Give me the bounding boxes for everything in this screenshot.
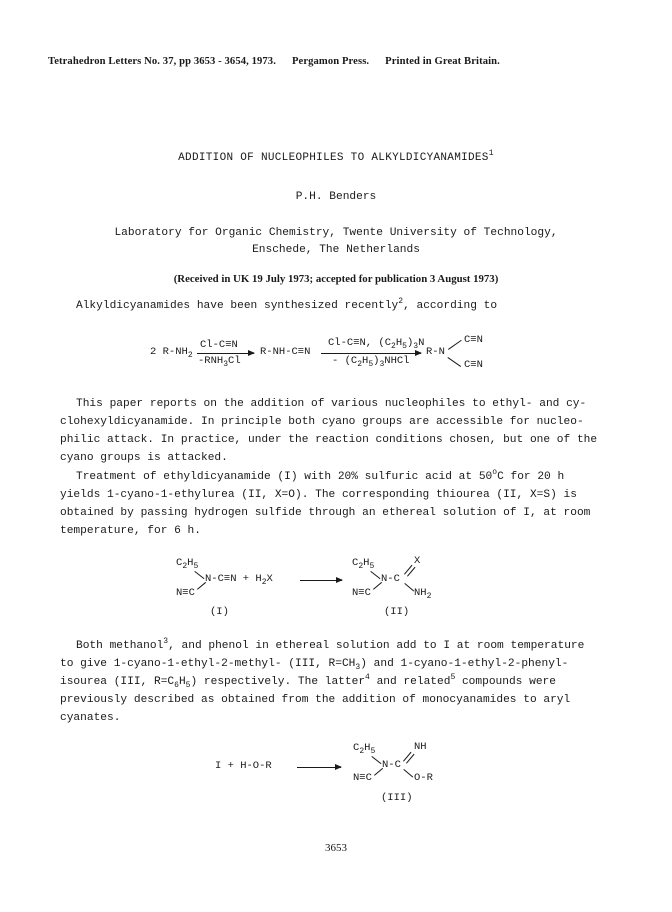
- para1-line: cyano groups is attacked.: [60, 452, 228, 464]
- scheme1-arrow2-bottom: - $(C_2H_5)_3NHCl$: [332, 355, 410, 369]
- intro-ref: 2: [398, 297, 404, 306]
- scheme1-arrow2-top: Cl-C≡N, $(C_2H_5)_3N$: [328, 337, 425, 351]
- intro-text: Alkyldicyanamides have been synthesized recently: [76, 300, 399, 312]
- scheme2-arrow: [300, 580, 342, 581]
- para3-line-2: to give 1-cyano-1-ethyl-2-methyl- (III, $R=CH_3$) and 1-cyano-1-ethyl-2-phenyl-: [60, 658, 569, 672]
- title-footnote-ref: 1: [488, 149, 494, 158]
- paragraph-3: [60, 637, 620, 727]
- paragraph-1: [60, 395, 620, 467]
- scheme1-product-core: R-N: [426, 346, 445, 358]
- scheme1-reactant: 2 $R-NH_2$: [150, 346, 193, 360]
- scheme2-right-bond-nh: [404, 583, 414, 591]
- scheme2-right-bond-down: [373, 582, 382, 590]
- intro-sentence: [76, 297, 498, 312]
- printed-note: Printed in Great Britain.: [385, 56, 500, 67]
- page-number: 3653: [325, 842, 347, 854]
- scheme2-right-bond-up: [370, 571, 380, 579]
- scheme2-right-x: X: [414, 555, 421, 567]
- scheme3-bond-down: [374, 768, 383, 776]
- para2-line-3: obtained by passing hydrogen sulfide through an ethereal solution of I, at room: [60, 507, 591, 519]
- scheme2-right-core: N-C: [381, 573, 400, 585]
- scheme1-arrow1-top: Cl-C≡N: [200, 339, 238, 351]
- para3-line-1: Both methanol$^3$, and phenol in ethereal solution add to I at room temperature: [76, 637, 585, 652]
- scheme3-reactants: I + H-O-R: [215, 760, 272, 772]
- intro-tail: , according to: [403, 300, 498, 312]
- para3-line-3: isourea (III, $R=C_6H_5$) respectively. The latter$^4$ and related$^5$ compounds were: [60, 673, 556, 690]
- compound-label-i: (I): [210, 606, 229, 618]
- scheme3-nh: NH: [414, 741, 427, 753]
- journal-citation: Tetrahedron Letters No. 37, pp 3653 - 3654, 1973.: [48, 56, 276, 67]
- scheme3-core: N-C: [382, 759, 401, 771]
- para3-line-5: cyanates.: [60, 712, 121, 724]
- scheme2-left-bond-up: [194, 571, 204, 579]
- scheme2-left-nitrile: N≡C: [176, 587, 195, 599]
- scheme1-product-bottom: C≡N: [464, 359, 483, 371]
- journal-header: [48, 56, 500, 67]
- para2-line-1: Treatment of ethyldicyanamide (I) with 20% sulfuric acid at 50$^o$C for 20 h: [76, 468, 565, 483]
- paragraph-2: [60, 468, 620, 540]
- scheme2-left-bond-down: [197, 582, 206, 590]
- compound-label-iii: (III): [381, 792, 413, 804]
- scheme1-arrow1: [197, 353, 254, 354]
- paper-title: [0, 149, 672, 164]
- affiliation: [0, 225, 672, 259]
- scheme3-bond-or: [403, 769, 413, 777]
- affiliation-line-2: Enschede, The Netherlands: [252, 244, 420, 256]
- affiliation-line-1: Laboratory for Organic Chemistry, Twente University of Technology,: [114, 227, 558, 239]
- scheme2-right-nitrile: N≡C: [352, 587, 371, 599]
- para1-line: This paper reports on the addition of various nucleophiles to ethyl- and cy-: [76, 398, 587, 410]
- scheme3-arrow: [297, 767, 341, 768]
- publisher: Pergamon Press.: [291, 56, 370, 67]
- scheme3-ethyl: $C_2H_5$: [353, 742, 376, 756]
- received-dates: (Received in UK 19 July 1973; accepted for publication 3 August 1973): [173, 273, 499, 285]
- scheme1-intermediate: R-NH-C≡N: [260, 346, 311, 358]
- author: P.H. Benders: [295, 191, 377, 203]
- scheme2-left-ethyl: $C_2H_5$: [176, 557, 199, 571]
- scheme1-bond-down: [447, 357, 461, 367]
- scheme1-arrow2: [321, 353, 421, 354]
- para1-line: clohexyldicyanamide. In principle both cyano groups are accessible for nucleo-: [60, 416, 584, 428]
- scheme2-left-core: $N-C\equiv N + H_2X$: [205, 573, 273, 587]
- paper-title-text: ADDITION OF NUCLEOPHILES TO ALKYLDICYANAMIDES: [178, 152, 489, 164]
- scheme3-nitrile: N≡C: [353, 772, 372, 784]
- scheme1-bond-up: [448, 340, 462, 350]
- para2-line-2: yields 1-cyano-1-ethylurea (II, X=O). The corresponding thiourea (II, X=S) is: [60, 489, 577, 501]
- para2-line-4: temperature, for 6 h.: [60, 525, 201, 537]
- scheme3-or: O-R: [414, 772, 433, 784]
- compound-label-ii: (II): [384, 606, 410, 618]
- scheme2-right-ethyl: $C_2H_5$: [352, 557, 375, 571]
- scheme3-bond-up: [371, 756, 381, 764]
- scheme1-arrow1-bottom: $-RNH_3Cl$: [198, 355, 241, 369]
- para3-line-4: previously described as obtained from the addition of monocyanamides to aryl: [60, 694, 571, 706]
- scheme1-product-top: C≡N: [464, 334, 483, 346]
- para1-line: philic attack. In practice, under the reaction conditions chosen, but one of the: [60, 434, 598, 446]
- scheme2-right-nh2: $NH_2$: [414, 587, 432, 601]
